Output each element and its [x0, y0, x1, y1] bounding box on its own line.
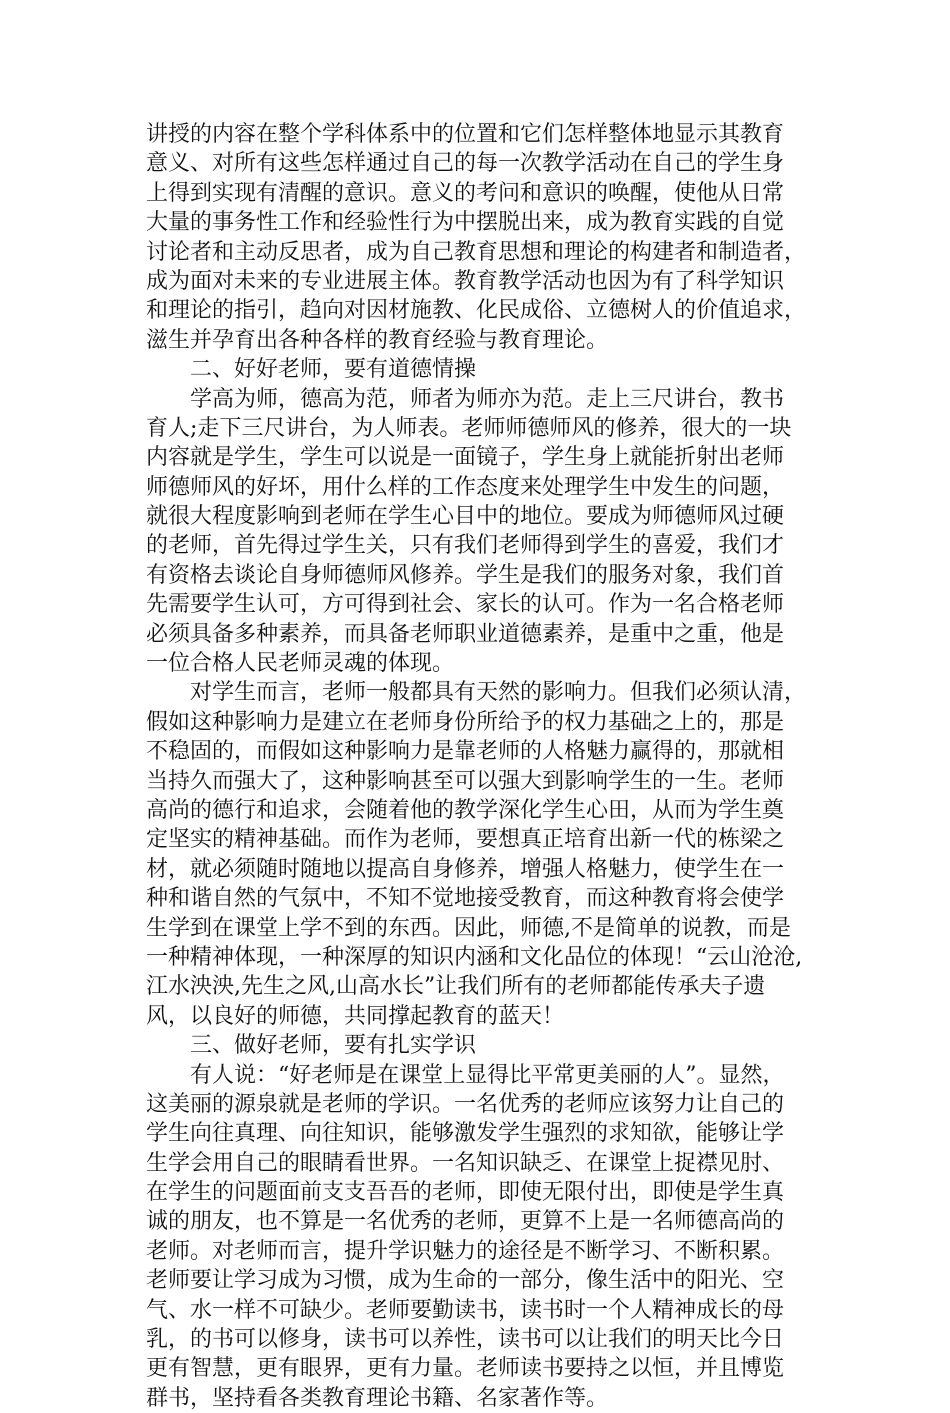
paragraph-line: 学高为师，德高为范，师者为师亦为范。走上三尺讲台，教书 — [146, 385, 830, 414]
paragraph-line: 师德师风的好坏，用什么样的工作态度来处理学生中发生的问题， — [146, 473, 830, 502]
paragraph-line: 意义、对所有这些怎样通过自己的每一次教学活动在自己的学生身 — [146, 149, 830, 178]
paragraph-line: 定坚实的精神基础。而作为老师，要想真正培育出新一代的栋梁之 — [146, 825, 830, 854]
paragraph-line: 诚的朋友，也不算是一名优秀的老师，更算不上是一名师德高尚的 — [146, 1207, 830, 1236]
body-paragraph — [146, 120, 830, 355]
paragraph-line: 成为面对未来的专业进展主体。教育教学活动也因为有了科学知识 — [146, 267, 830, 296]
paragraph-line: 生学会用自己的眼睛看世界。一名知识缺乏、在课堂上捉襟见肘、 — [146, 1149, 830, 1178]
paragraph-line: 风，以良好的师德，共同撑起教育的蓝天！ — [146, 1002, 830, 1031]
paragraph-line: 滋生并孕育出各种各样的教育经验与教育理论。 — [146, 326, 830, 355]
heading-text: 三、做好老师，要有扎实学识 — [146, 1031, 830, 1060]
paragraph-line: 和理论的指引，趋向对因材施教、化民成俗、立德树人的价值追求， — [146, 296, 830, 325]
paragraph-line: 高尚的德行和追求，会随着他的教学深化学生心田，从而为学生奠 — [146, 796, 830, 825]
paragraph-line: 老师要让学习成为习惯，成为生命的一部分，像生活中的阳光、空 — [146, 1266, 830, 1295]
paragraph-line: 有资格去谈论自身师德师风修养。学生是我们的服务对象，我们首 — [146, 561, 830, 590]
paragraph-line: 材，就必须随时随地以提高自身修养，增强人格魅力，使学生在一 — [146, 855, 830, 884]
body-paragraph — [146, 385, 830, 679]
paragraph-line: 乳，的书可以修身，读书可以养性，读书可以让我们的明天比今日 — [146, 1325, 830, 1354]
paragraph-line: 必须具备多种素养，而具备老师职业道德素养，是重中之重，他是 — [146, 620, 830, 649]
paragraph-line: 就很大程度影响到老师在学生心目中的地位。要成为师德师风过硬 — [146, 502, 830, 531]
paragraph-line: 这美丽的源泉就是老师的学识。一名优秀的老师应该努力让自己的 — [146, 1090, 830, 1119]
paragraph-line: 上得到实现有清醒的意识。意义的考问和意识的唤醒，使他从日常 — [146, 179, 830, 208]
paragraph-line: 群书，坚持看各类教育理论书籍、名家著作等。 — [146, 1384, 830, 1413]
heading-text: 二、好好老师，要有道德情操 — [146, 355, 830, 384]
paragraph-line: 育人;走下三尺讲台，为人师表。老师师德师风的修养，很大的一块 — [146, 414, 830, 443]
paragraph-line: 在学生的问题面前支支吾吾的老师，即使无限付出，即使是学生真 — [146, 1178, 830, 1207]
paragraph-line: 讲授的内容在整个学科体系中的位置和它们怎样整体地显示其教育 — [146, 120, 830, 149]
document-page — [146, 120, 830, 1413]
body-paragraph — [146, 678, 830, 1031]
section-heading — [146, 355, 830, 384]
paragraph-line: 的老师，首先得过学生关，只有我们老师得到学生的喜爱，我们才 — [146, 531, 830, 560]
paragraph-line: 假如这种影响力是建立在老师身份所给予的权力基础之上的，那是 — [146, 708, 830, 737]
body-paragraph — [146, 1061, 830, 1413]
paragraph-line: 大量的事务性工作和经验性行为中摆脱出来，成为教育实践的自觉 — [146, 208, 830, 237]
paragraph-line: 对学生而言，老师一般都具有天然的影响力。但我们必须认清， — [146, 678, 830, 707]
paragraph-line: 内容就是学生，学生可以说是一面镜子，学生身上就能折射出老师 — [146, 443, 830, 472]
paragraph-line: 生学到在课堂上学不到的东西。因此，师德,不是简单的说教，而是 — [146, 914, 830, 943]
paragraph-line: 先需要学生认可，方可得到社会、家长的认可。作为一名合格老师 — [146, 590, 830, 619]
paragraph-line: 更有智慧，更有眼界，更有力量。老师读书要持之以恒，并且博览 — [146, 1354, 830, 1383]
paragraph-line: 当持久而强大了，这种影响甚至可以强大到影响学生的一生。老师 — [146, 767, 830, 796]
paragraph-line: 不稳固的，而假如这种影响力是靠老师的人格魅力赢得的，那就相 — [146, 737, 830, 766]
section-heading — [146, 1031, 830, 1060]
paragraph-line: 一位合格人民老师灵魂的体现。 — [146, 649, 830, 678]
paragraph-line: 有人说：“好老师是在课堂上显得比平常更美丽的人”。显然， — [146, 1061, 830, 1090]
paragraph-line: 一种精神体现，一种深厚的知识内涵和文化品位的体现！“云山沧沧, — [146, 943, 830, 972]
paragraph-line: 气、水一样不可缺少。老师要勤读书，读书时一个人精神成长的母 — [146, 1296, 830, 1325]
paragraph-line: 学生向往真理、向往知识，能够激发学生强烈的求知欲，能够让学 — [146, 1119, 830, 1148]
paragraph-line: 老师。对老师而言，提升学识魅力的途径是不断学习、不断积累。 — [146, 1237, 830, 1266]
paragraph-line: 种和谐自然的气氛中，不知不觉地接受教育，而这种教育将会使学 — [146, 884, 830, 913]
paragraph-line: 江水泱泱,先生之风,山高水长”让我们所有的老师都能传承夫子遗 — [146, 972, 830, 1001]
paragraph-line: 讨论者和主动反思者，成为自己教育思想和理论的构建者和制造者， — [146, 238, 830, 267]
